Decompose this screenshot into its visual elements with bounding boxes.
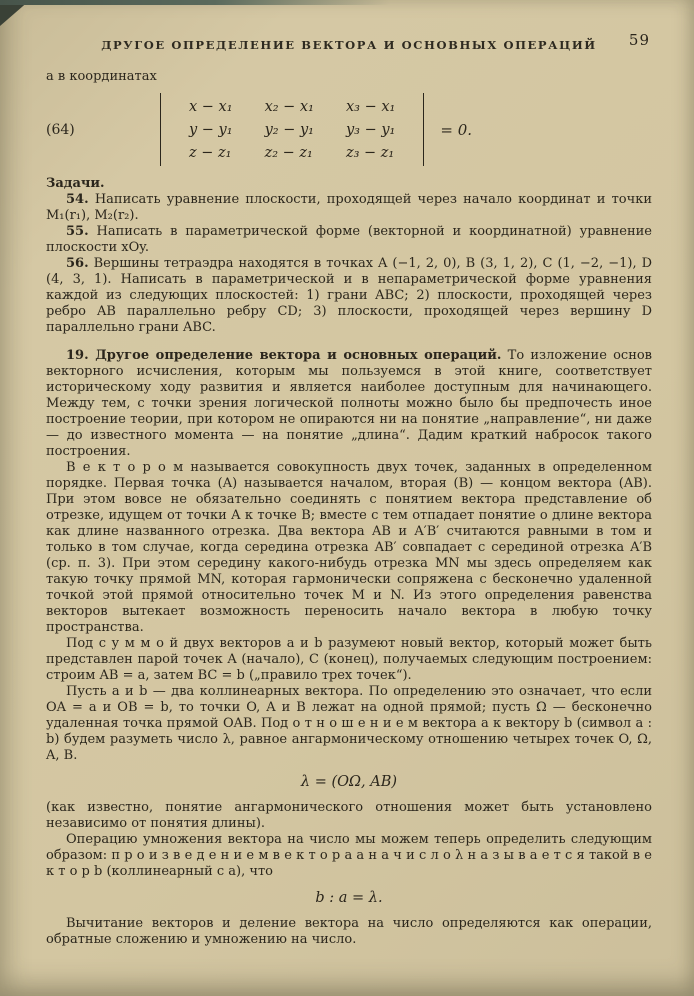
tasks-heading: Задачи.	[46, 176, 105, 191]
equation-rhs: = 0.	[440, 120, 473, 139]
formula-product: b : a = λ.	[315, 890, 383, 906]
page-header	[46, 31, 652, 53]
task-56	[46, 256, 652, 336]
section-19-paragraph	[46, 348, 652, 460]
matrix-cell: x₂ − x₁	[264, 98, 314, 115]
section-19-intro: То изложение основ векторного исчисления, которым мы пользуемся в этой книге, соответствует историческому ходу развития и является наиболее доступным для начинающего. Между тем, с точки зрения логической полноты можно было бы предпочесть иное построение теории, при котором не опираются ни на понятие „направление“, ни даже — до известного момента — на понятие „длина“. Дадим краткий набросок такого построения.	[46, 348, 652, 459]
scan-artifact-top-strip	[0, 0, 390, 5]
intro-line: а в координатах	[46, 69, 157, 84]
task-number: 55.	[66, 224, 89, 239]
page-body	[46, 69, 652, 948]
task-54	[46, 192, 652, 224]
task-text: Написать уравнение плоскости, проходящей через начало координат и точки M₁(r₁), M₂(r₂).	[46, 192, 652, 223]
paragraph-anharmonic-note: (как известно, понятие ангармонического отношения может быть установлено независимо от понятия длины).	[46, 800, 652, 831]
determinant-bars	[160, 93, 424, 166]
matrix-cell: y − y₁	[189, 121, 233, 138]
paragraph-vector-definition: В е к т о р о м называется совокупность двух точек, заданных в определенном порядке. Первая точка (A) называется началом, вторая (B) — концом вектора (AB). При этом вовсе не обязательно соединять с понятием вектора представление об отрезке, идущем от точки A к точке B; вместе с тем отпадает понятие о длине вектора как длине названного отрезка. Два вектора AB и A′B′ считаются равными в том и только в том случае, когда середина отрезка AB′ совпадает с серединой отрезка A′B (ср. п. 3). При этом середину какого-нибудь отрезка MN мы здесь определяем как такую точку прямой MN, которая гармонически сопряжена с бесконечно удаленной точкой этой прямой относительно точек M и N. Из этого определения равенства векторов вытекает возможность переносить начало вектора в любую точку пространства.	[46, 460, 653, 635]
paragraph-sum-definition: Под с у м м о й двух векторов a и b разумеют новый вектор, который может быть представлен парой точек A (начало), C (конец), получаемых следующим построением: строим AB = a, затем BC = b („правило трех точек“).	[46, 636, 652, 683]
equation-number: (64)	[46, 121, 75, 138]
paragraph-multiplication: Операцию умножения вектора на число мы можем теперь определить следующим образом: п р о и з в е д е н и е м в е к т о р а a н а ч и с л о λ н а з ы в а е т с я такой в е к т о р b (коллинеарный с a), что	[46, 832, 652, 879]
determinant-matrix	[173, 95, 411, 164]
running-title: ДРУГОЕ ОПРЕДЕЛЕНИЕ ВЕКТОРА И ОСНОВНЫХ ОПЕРАЦИЙ	[101, 38, 597, 52]
task-number: 56.	[66, 256, 89, 271]
task-55	[46, 224, 652, 256]
matrix-cell: z₃ − z₁	[345, 144, 395, 161]
paragraph-ratio-definition: Пусть a и b — два коллинеарных вектора. По определению это означает, что если OA = a и OB = b, то точки O, A и B лежат на одной прямой; пусть Ω — бесконечно удаленная точка прямой OAB. Под о т н о ш е н и е м вектора a к вектору b (символ a : b) будем разуметь число λ, равное ангармоническому отношению четырех точек O, Ω, A, B.	[46, 684, 652, 763]
section-19-heading: 19. Другое определение вектора и основных операций.	[66, 348, 502, 363]
matrix-cell: x − x₁	[189, 98, 233, 115]
determinant	[160, 93, 424, 166]
formula-lambda: λ = (OΩ, AB)	[300, 774, 398, 790]
page-number: 59	[628, 31, 650, 49]
matrix-cell: y₃ − y₁	[345, 121, 396, 138]
equation-64	[46, 93, 652, 166]
paragraph-subtraction: Вычитание векторов и деление вектора на число определяются как операции, обратные сложению и умножению на число.	[46, 916, 652, 947]
matrix-cell: y₂ − y₁	[264, 121, 314, 138]
task-number: 54.	[66, 192, 89, 207]
matrix-cell: x₃ − x₁	[345, 98, 396, 115]
task-text: Написать в параметрической форме (векторной и координатной) уравнение плоскости xOy.	[46, 224, 653, 255]
matrix-cell: z − z₁	[189, 144, 232, 161]
task-text: Вершины тетраэдра находятся в точках A (−1, 2, 0), B (3, 1, 2), C (1, −2, −1), D (4, 3, 1). Написать в параметрической и в непараметрической форме уравнения каждой из следующих плоскостей: 1) грани ABC; 2) плоскости, проходящей через ребро AB параллельно ребру CD; 3) плоскости, проходящей через вершину D параллельно грани ABC.	[46, 256, 652, 335]
matrix-cell: z₂ − z₁	[264, 144, 313, 161]
